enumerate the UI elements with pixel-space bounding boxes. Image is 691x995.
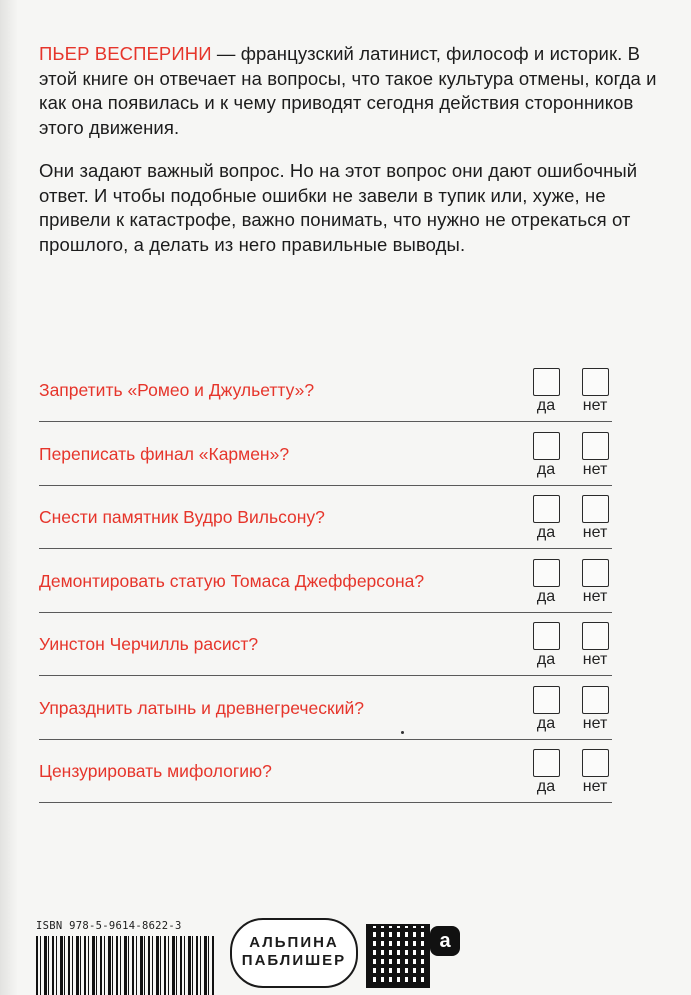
no-label: нет bbox=[582, 397, 608, 414]
no-option bbox=[574, 368, 616, 415]
no-option bbox=[574, 559, 616, 606]
book-description bbox=[39, 42, 659, 276]
no-checkbox[interactable] bbox=[582, 432, 609, 460]
yes-label: да bbox=[536, 651, 556, 668]
yes-option bbox=[525, 686, 567, 733]
yes-label: да bbox=[536, 587, 556, 605]
yes-option bbox=[525, 622, 567, 669]
alpina-app-icon: a bbox=[430, 926, 460, 956]
publisher-logo bbox=[230, 918, 358, 988]
no-option bbox=[574, 686, 616, 733]
question-text: Уинстон Черчилль расист? bbox=[39, 634, 259, 654]
author-name: ПЬЕР ВЕСПЕРИНИ bbox=[39, 43, 212, 64]
yes-option bbox=[525, 432, 567, 479]
question-text: Переписать финал «Кармен»? bbox=[39, 443, 290, 464]
question-row bbox=[39, 741, 612, 803]
yes-checkbox[interactable] bbox=[533, 686, 560, 714]
yes-checkbox[interactable] bbox=[533, 559, 560, 587]
question-row bbox=[39, 614, 612, 676]
publisher-line-1: АЛЬПИНА bbox=[249, 934, 339, 951]
question-text: Демонтировать статую Томаса Джефферсона? bbox=[39, 570, 425, 591]
yes-option bbox=[525, 495, 567, 542]
question-text: Упразднить латынь и древнегреческий? bbox=[39, 697, 364, 718]
yes-label: да bbox=[536, 397, 556, 414]
intro-text-1: — французский латинист, философ и историк. В этой книге он отвечает на вопросы, что такое культура отмены, когда и как она появилась и к чему приводят сегодня действия сторонников этого движения. bbox=[39, 43, 657, 138]
no-label: нет bbox=[582, 460, 608, 478]
question-text: Запретить «Ромео и Джульетту»? bbox=[39, 380, 315, 400]
publisher-line-2: ПАБЛИШЕР bbox=[241, 952, 347, 969]
question-text: Снести памятник Вудро Вильсону? bbox=[39, 507, 325, 527]
spine-shadow bbox=[0, 0, 18, 995]
question-row bbox=[39, 487, 612, 549]
no-option bbox=[574, 622, 616, 669]
no-option bbox=[574, 495, 616, 542]
yes-option bbox=[525, 559, 567, 606]
footer bbox=[0, 910, 691, 995]
yes-option bbox=[525, 749, 567, 796]
isbn-text: ISBN 978-5-9614-8622-3 bbox=[36, 920, 182, 932]
yes-checkbox[interactable] bbox=[533, 622, 560, 650]
intro-paragraph-2: Они задают важный вопрос. Но на этот вопрос они дают ошибочный ответ. И чтобы подобные ошибки не завели в тупик или, хуже, не привели к катастрофе, важно понимать, что нужно не отрекаться от прошлого, а делать из него правильные выводы. bbox=[39, 160, 638, 255]
yes-checkbox[interactable] bbox=[533, 749, 560, 777]
no-checkbox[interactable] bbox=[582, 559, 609, 587]
no-checkbox[interactable] bbox=[582, 686, 609, 714]
no-label: нет bbox=[582, 778, 608, 795]
yes-label: да bbox=[536, 714, 556, 732]
yes-checkbox[interactable] bbox=[533, 368, 560, 396]
no-checkbox[interactable] bbox=[582, 368, 609, 396]
question-text: Цензурировать мифологию? bbox=[39, 761, 272, 781]
intro-paragraph-1 bbox=[39, 42, 659, 140]
question-list bbox=[39, 360, 612, 805]
no-label: нет bbox=[582, 587, 608, 605]
question-row bbox=[39, 424, 612, 486]
yes-option bbox=[525, 368, 567, 415]
yes-label: да bbox=[536, 524, 556, 541]
yes-checkbox[interactable] bbox=[533, 495, 560, 523]
no-label: нет bbox=[582, 714, 608, 732]
no-checkbox[interactable] bbox=[582, 622, 609, 650]
yes-label: да bbox=[536, 460, 556, 478]
question-row bbox=[39, 551, 612, 613]
qr-code-icon[interactable] bbox=[366, 924, 430, 988]
print-speck bbox=[401, 731, 404, 734]
no-label: нет bbox=[582, 651, 608, 668]
question-row bbox=[39, 360, 612, 422]
yes-label: да bbox=[536, 778, 556, 795]
no-option bbox=[574, 749, 616, 796]
no-checkbox[interactable] bbox=[582, 749, 609, 777]
no-checkbox[interactable] bbox=[582, 495, 609, 523]
no-label: нет bbox=[582, 524, 608, 541]
no-option bbox=[574, 432, 616, 479]
barcode bbox=[36, 936, 216, 995]
yes-checkbox[interactable] bbox=[533, 432, 560, 460]
question-row bbox=[39, 678, 612, 740]
